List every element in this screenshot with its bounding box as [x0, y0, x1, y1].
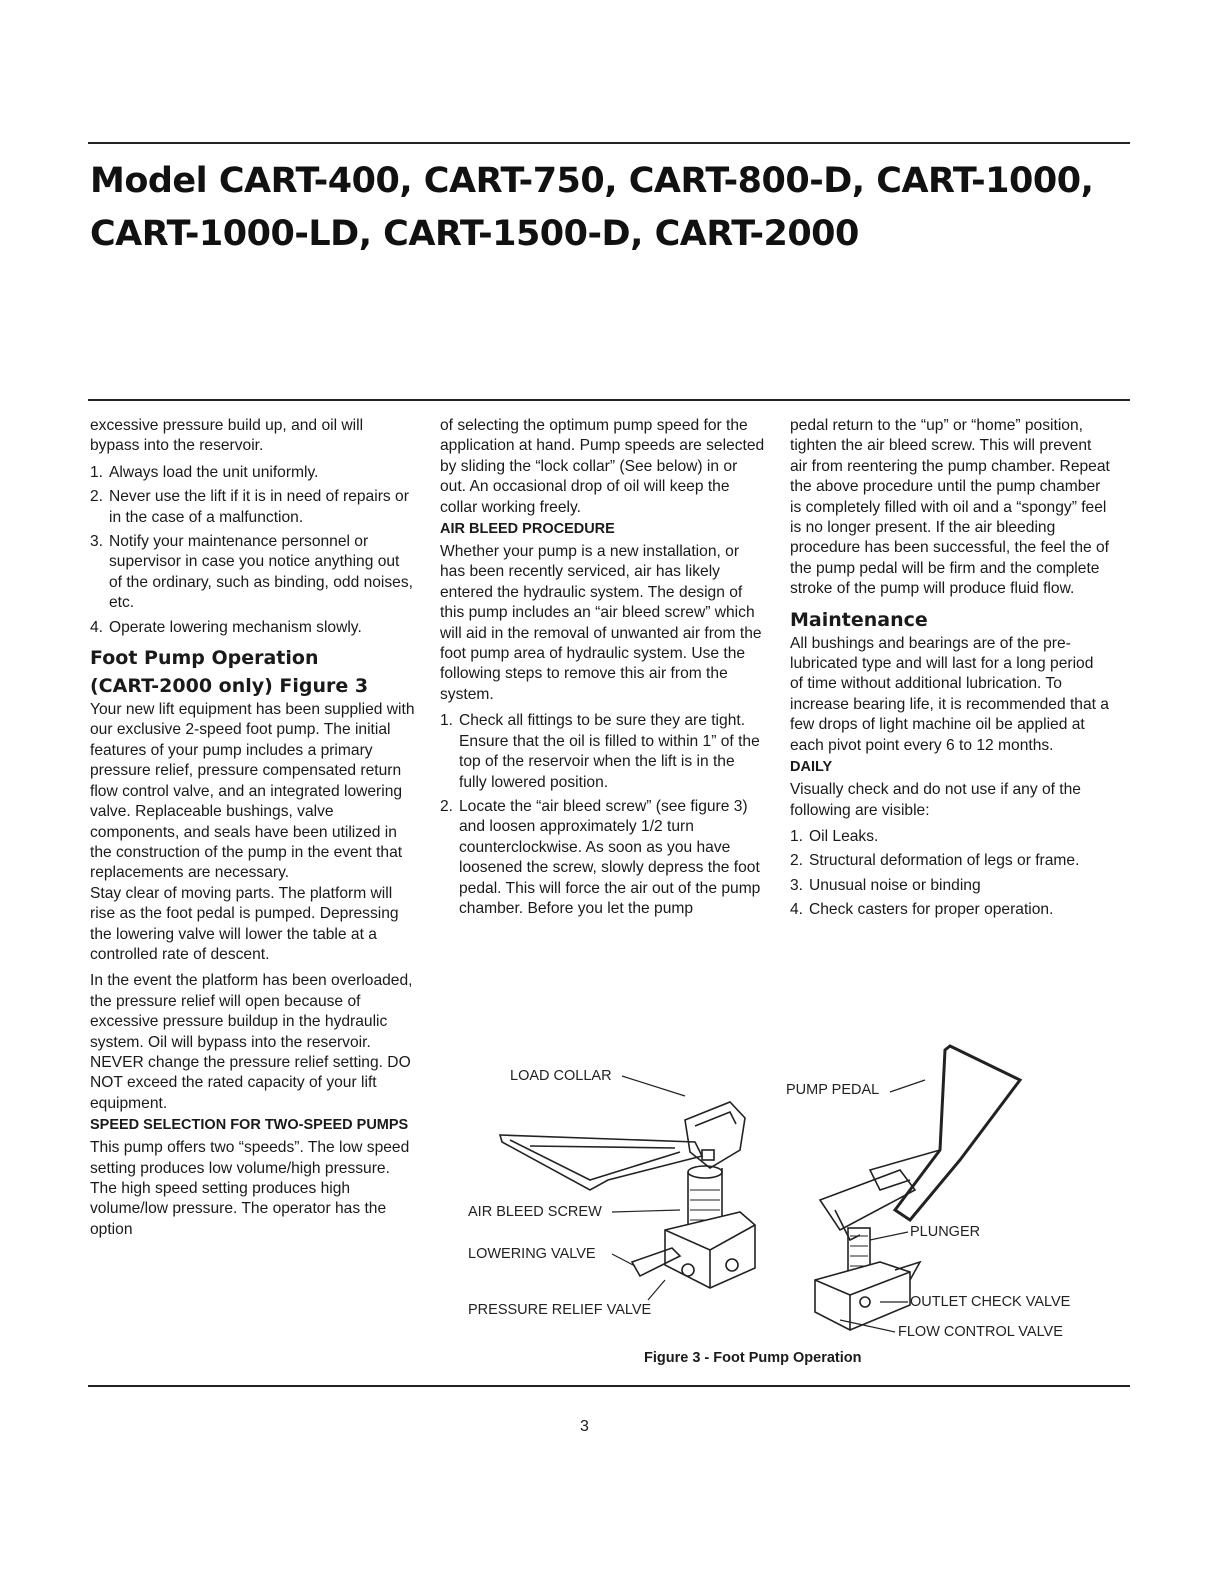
title-line-2: CART-1000-LD, CART-1500-D, CART-2000 [90, 214, 859, 254]
title-line-1: Model CART-400, CART-750, CART-800-D, CART-1000, [90, 161, 1094, 201]
air-bleed-continued-paragraph: pedal return to the “up” or “home” position, tighten the air bleed screw. This will prevent air from reentering the pump chamber. Repeat the above procedure until the pump chamber is completely filled with oil and a “spongy” feel is no longer present. If the air bleeding procedure has been successful, the feel the of the pump pedal will be firm and the complete stroke of the pump will produce fluid flow. [790, 417, 1110, 598]
top-rule [88, 142, 1130, 144]
label-air-bleed-screw: AIR BLEED SCREW [468, 1204, 602, 1220]
label-pump-pedal: PUMP PEDAL [786, 1082, 880, 1098]
leader-lowering-valve [612, 1254, 635, 1266]
leader-air-bleed-screw [612, 1210, 680, 1212]
column-1 [90, 416, 415, 1246]
air-bleed-steps [440, 711, 765, 919]
col1-intro: excessive pressure build up, and oil will bypass into the reservoir. [90, 417, 364, 455]
list-item: 2. Locate the “air bleed screw” (see figure 3) and loosen approximately 1/2 turn counterclockwise. As soon as you have loosened the screw, slowly depress the foot pedal. This will force the air out of the pump chamber. Before you let the pump [440, 797, 761, 917]
figure-3 [440, 1040, 1130, 1370]
label-flow-control-valve: FLOW CONTROL VALVE [898, 1324, 1063, 1340]
label-outlet-check-valve: OUTLET CHECK VALVE [910, 1294, 1071, 1310]
list-item: 2. Structural deformation of legs or frame. [790, 852, 1080, 870]
moving-parts-paragraph: Stay clear of moving parts. The platform will rise as the foot pedal is pumped. Depressing the lowering valve will lower the table at a controlled rate of descent. [90, 884, 399, 963]
daily-checklist [790, 827, 1110, 921]
label-plunger: PLUNGER [910, 1224, 981, 1240]
leader-plunger [870, 1232, 908, 1240]
speed-paragraph: This pump offers two “speeds”. The low speed setting produces low volume/high pressure. The high speed setting produces high volume/low pressure. The operator has the option [90, 1139, 410, 1238]
content-top-rule [88, 399, 1130, 401]
leader-load-collar [622, 1076, 685, 1096]
maintenance-paragraph: All bushings and bearings are of the pre-lubricated type and will last for a long period of time without additional lubrication. To increase bearing life, it is recommended that a few drops of light machine oil be applied at each pivot point every 6 to 12 months. [790, 634, 1109, 754]
figure-caption: Figure 3 - Foot Pump Operation [644, 1350, 862, 1366]
list-item: 1. Always load the unit uniformly. [90, 463, 319, 481]
page-title [90, 155, 1140, 261]
foot-pump-paragraph: Your new lift equipment has been supplied with our exclusive 2-speed foot pump. The initial features of your pump includes a primary pressure relief, pressure compensated return flow control valve, and an integrated lowering valve. Replaceable bushings, valve components, and seals have been utilized in the construction of the pump in the event that replacements are necessary. [90, 701, 415, 882]
bottom-rule [88, 1385, 1130, 1387]
daily-paragraph: Visually check and do not use if any of the following are visible: [790, 781, 1081, 819]
list-item: 3. Unusual noise or binding [790, 876, 981, 894]
speed-selection-heading: SPEED SELECTION FOR TWO-SPEED PUMPS [90, 1117, 409, 1134]
column-3 [790, 416, 1110, 927]
list-item: 3. Notify your maintenance personnel or supervisor in case you notice anything out of the ordinary, such as binding, odd noises, etc. [90, 533, 413, 612]
overload-paragraph: In the event the platform has been overloaded, the pressure relief will open because of excessive pressure buildup in the hydraulic system. Oil will bypass into the reservoir. NEVER change the pressure relief setting. DO NOT exceed the rated capacity of your lift equipment. [90, 972, 413, 1112]
air-bleed-paragraph: Whether your pump is a new installation, or has been recently serviced, air has likely entered the hydraulic system. The design of this pump includes an “air bleed screw” which will aid in the removal of unwanted air from the foot pump area of hydraulic system. Use the following steps to remove this air from the system. [440, 543, 762, 703]
list-item: 1. Oil Leaks. [790, 827, 879, 845]
safety-list [90, 463, 415, 638]
leader-pump-pedal [890, 1080, 925, 1092]
label-lowering-valve: LOWERING VALVE [468, 1246, 596, 1262]
air-bleed-heading: AIR BLEED PROCEDURE [440, 521, 615, 538]
list-item: 4. Operate lowering mechanism slowly. [90, 618, 362, 636]
list-item: 1. Check all fittings to be sure they are tight. Ensure that the oil is filled to within 1” of the top of the reservoir when the lift is in the fully lowered position. [440, 712, 760, 791]
page-number: 3 [580, 1418, 589, 1435]
daily-heading: DAILY [790, 759, 833, 776]
list-item: 2. Never use the lift if it is in need of repairs or in the case of a malfunction. [90, 488, 409, 526]
leader-pressure-relief [648, 1280, 665, 1300]
label-load-collar: LOAD COLLAR [510, 1068, 612, 1084]
speed-continued-paragraph: of selecting the optimum pump speed for the application at hand. Pump speeds are selected by sliding the “lock collar” (See below) in or out. An occasional drop of oil will keep the collar working freely. [440, 417, 765, 516]
label-pressure-relief-valve: PRESSURE RELIEF VALVE [468, 1302, 652, 1318]
maintenance-heading: Maintenance [790, 608, 928, 631]
foot-pump-heading: Foot Pump Operation (CART-2000 only) Figure 3 [90, 647, 369, 698]
column-2 [440, 416, 765, 925]
list-item: 4. Check casters for proper operation. [790, 901, 1054, 919]
